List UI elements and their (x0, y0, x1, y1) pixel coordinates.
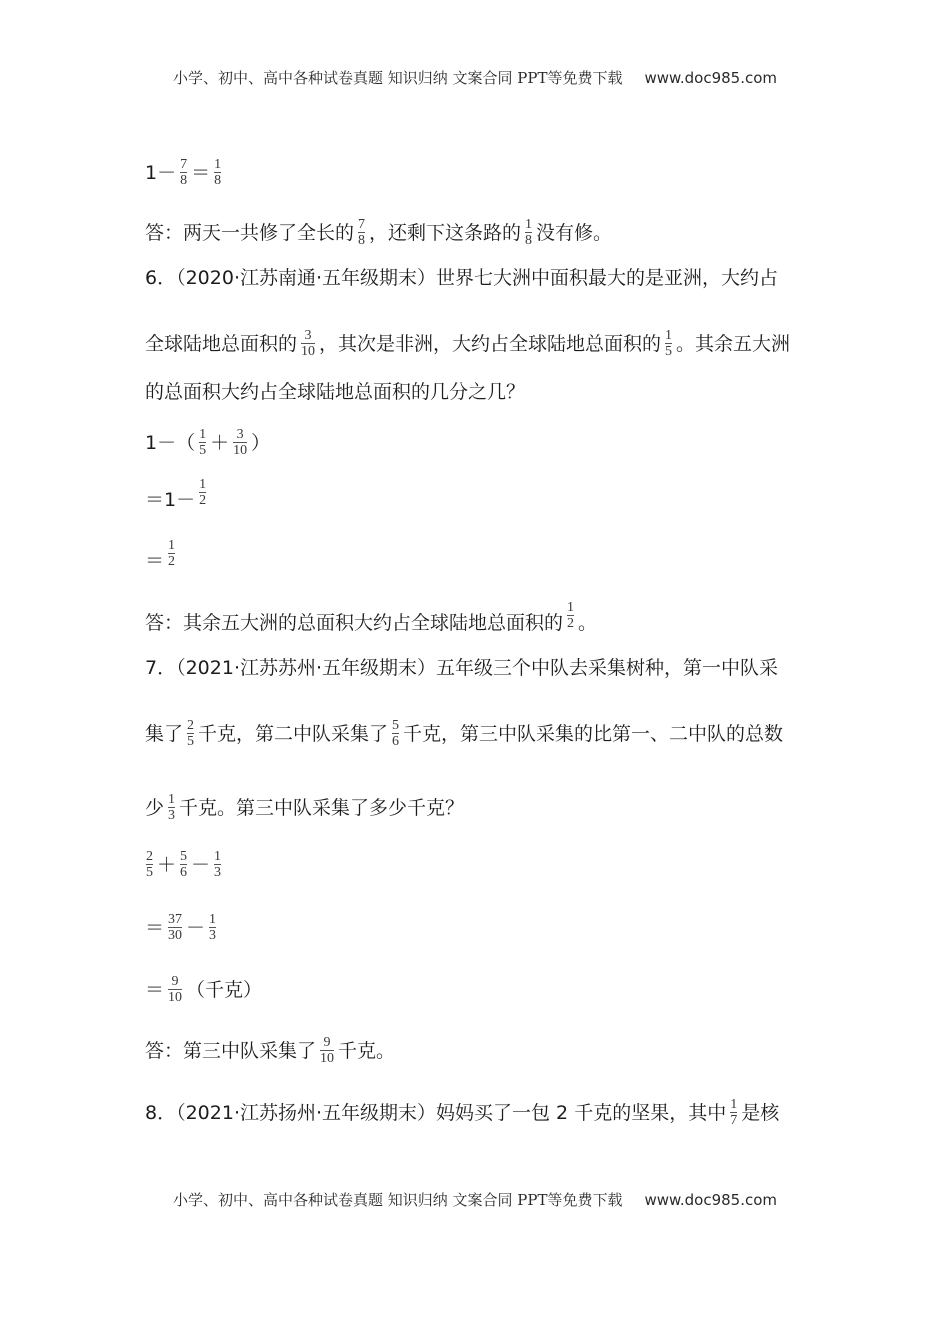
text: 没有修。 (536, 222, 613, 244)
text: 6．（2020·江苏南通·五年级期末）世界七大洲中面积最大的是亚洲，大约占 (145, 267, 779, 289)
question-line (145, 792, 465, 823)
numerator: 2 (146, 849, 153, 864)
numerator: 7 (180, 157, 188, 172)
numerator: 1 (168, 538, 176, 553)
fraction (198, 427, 207, 458)
fraction (179, 157, 188, 188)
text: 1－（ (145, 432, 196, 454)
numerator: 7 (358, 217, 366, 232)
text: ＝ (145, 917, 165, 939)
solution-line (145, 974, 263, 1005)
numerator: 1 (168, 792, 176, 807)
fraction (213, 157, 222, 188)
numerator: 1 (730, 1097, 738, 1112)
denominator: 8 (358, 233, 366, 248)
denominator: 10 (301, 344, 316, 359)
text: － (186, 917, 206, 939)
question-line (145, 718, 784, 749)
fraction (664, 328, 673, 359)
fraction (167, 974, 183, 1005)
text: 。其余五大洲 (676, 333, 791, 355)
numerator: 1 (199, 477, 207, 492)
fraction (167, 792, 176, 823)
numerator: 2 (187, 718, 195, 733)
text: － (191, 854, 211, 876)
denominator: 10 (320, 1051, 335, 1066)
answer-line (145, 600, 598, 634)
text: 集了 (145, 723, 184, 745)
header-url: www.doc985.com (644, 69, 778, 87)
fraction (167, 912, 183, 943)
denominator: 6 (180, 865, 188, 880)
text: 千克。 (338, 1040, 396, 1062)
text: ＝ (145, 550, 165, 572)
fraction (391, 718, 400, 749)
footer-text: 小学、初中、高中各种试卷真题 知识归纳 文案合同 PPT等免费下载 (172, 1191, 623, 1209)
fraction (566, 600, 575, 631)
numerator: 1 (214, 849, 222, 864)
denominator: 30 (168, 928, 183, 943)
text: ＝ (145, 979, 165, 1001)
denominator: 10 (233, 443, 248, 458)
denominator: 8 (214, 173, 222, 188)
question-line (145, 1097, 780, 1128)
text: 7．（2021·江苏苏州·五年级期末）五年级三个中队去采集树种，第一中队采 (145, 657, 779, 679)
denominator: 3 (168, 808, 176, 823)
question-line (145, 266, 778, 290)
denominator: 6 (392, 734, 400, 749)
fraction (357, 217, 366, 248)
denominator: 2 (567, 616, 575, 631)
solution-line (145, 157, 225, 188)
fraction (145, 849, 154, 880)
numerator: 3 (236, 427, 244, 442)
solution-line (145, 849, 225, 880)
numerator: 9 (171, 974, 179, 989)
numerator: 37 (168, 912, 183, 927)
text: 千克，第二中队采集了 (198, 723, 389, 745)
numerator: 1 (209, 912, 217, 927)
answer-line (145, 1035, 396, 1066)
text: ＋ (210, 432, 230, 454)
denominator: 2 (199, 493, 207, 508)
denominator: 10 (168, 990, 183, 1005)
denominator: 3 (214, 865, 222, 880)
question-line (145, 380, 525, 404)
fraction (186, 718, 195, 749)
footer-url: www.doc985.com (644, 1191, 778, 1209)
question-line (145, 328, 791, 359)
text: 少 (145, 797, 165, 819)
text: 千克。第三中队采集了多少千克？ (179, 797, 465, 819)
numerator: 5 (392, 718, 400, 733)
numerator: 9 (323, 1035, 331, 1050)
text: 千克，第三中队采集的比第一、二中队的总数 (403, 723, 784, 745)
numerator: 1 (567, 600, 575, 615)
text: 答：其余五大洲的总面积大约占全球陆地总面积的 (145, 612, 564, 634)
text: （千克） (186, 979, 263, 1001)
fraction (208, 912, 217, 943)
solution-line (145, 538, 179, 572)
text: 全球陆地总面积的 (145, 333, 298, 355)
denominator: 5 (146, 865, 153, 880)
text: ） (251, 432, 271, 454)
text: 1－ (145, 162, 177, 184)
denominator: 7 (730, 1113, 738, 1128)
text: 答：第三中队采集了 (145, 1040, 317, 1062)
numerator: 5 (180, 849, 188, 864)
denominator: 5 (665, 344, 673, 359)
text: 的总面积大约占全球陆地总面积的几分之几？ (145, 381, 526, 403)
denominator: 8 (525, 233, 533, 248)
fraction (232, 427, 248, 458)
fraction (198, 477, 207, 508)
solution-line (145, 427, 271, 458)
fraction (213, 849, 222, 880)
denominator: 2 (168, 554, 176, 569)
solution-line (145, 912, 220, 943)
answer-line (145, 217, 613, 248)
numerator: 1 (214, 157, 222, 172)
text: 。 (578, 612, 598, 634)
fraction (729, 1097, 738, 1128)
text: 8．（2021·江苏扬州·五年级期末）妈妈买了一包 2 千克的坚果，其中 (145, 1102, 727, 1124)
fraction (319, 1035, 335, 1066)
solution-line (145, 477, 210, 511)
header-text: 小学、初中、高中各种试卷真题 知识归纳 文案合同 PPT等免费下载 (172, 69, 623, 87)
denominator: 8 (180, 173, 188, 188)
numerator: 3 (304, 328, 312, 343)
fraction (524, 217, 533, 248)
text: 答：两天一共修了全长的 (145, 222, 355, 244)
fraction (167, 538, 176, 569)
denominator: 5 (187, 734, 195, 749)
numerator: 1 (665, 328, 673, 343)
numerator: 1 (199, 427, 207, 442)
text: 是核 (741, 1102, 780, 1124)
text: ＋ (157, 854, 177, 876)
question-line (145, 656, 778, 680)
fraction (300, 328, 316, 359)
numerator: 1 (525, 217, 533, 232)
text: ＝1－ (145, 489, 196, 511)
denominator: 3 (209, 928, 217, 943)
page-header (0, 68, 950, 88)
text: ，还剩下这条路的 (369, 222, 522, 244)
page-footer (0, 1190, 950, 1210)
text: ＝ (191, 162, 211, 184)
denominator: 5 (199, 443, 207, 458)
fraction (179, 849, 188, 880)
text: ，其次是非洲，大约占全球陆地总面积的 (319, 333, 662, 355)
